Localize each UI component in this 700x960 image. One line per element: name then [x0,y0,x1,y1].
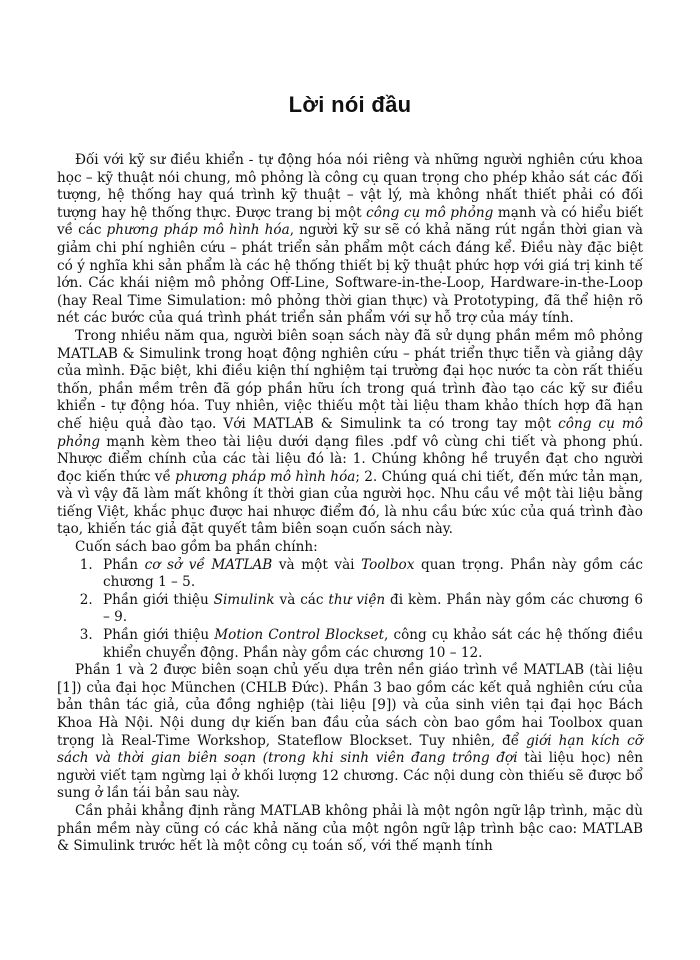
text-run: và các [274,591,329,608]
paragraph-matlab-experience [57,328,643,539]
text-run: tài liệu học) nên người viết tạm ngừng lại ở khối lượng 12 chương. Các nội dung còn thiếu sẽ được bổ sung ở lần tái bản sau này. [57,750,643,802]
list-item [97,557,643,592]
text-run: Phần giới thiệu [103,627,215,644]
emphasis-text: giới hạn kích cỡ sách và thời gian biên soạn (trong khi sinh viên đang trông đợi [57,732,643,767]
list-item [97,627,643,662]
text-run: mạnh kèm theo tài liệu dưới dạng files .pdf vô cùng chi tiết và phong phú. Nhược điểm chính của các tài liệu đó là: 1. Chúng không hề truyền đạt cho người đọc kiến thức về [57,433,643,485]
emphasis-text: Motion Control Blockset [214,627,385,644]
text-run: Phần [103,556,145,573]
paragraph-intro [57,152,643,328]
paragraph-sources [57,662,643,803]
text-run: Phần giới thiệu [103,591,214,608]
text-run: ; 2. Chúng quá chi tiết, đến mức tản mạn, và vì vậy đã làm mất không ít thời gian của người học. Nhu cầu về một tài liệu bằng tiếng Việt, khắc phục được hai nhược điểm đó, là nhu cầu bức xúc của quá trình đào tạo, khiến tác giả đặt quyết tâm biên soạn cuốn sách này. [57,468,643,538]
text-run: Đối với kỹ sư điều khiển - tự động hóa nói riêng và những người nghiên cứu khoa học – kỹ thuật nói chung, mô phỏng là công cụ quan trọng cho phép khảo sát các đối tượng, hệ thống hay quá trình kỹ thuật – vật lý, mà không nhất thiết phải có đối tượng hay hệ thống thực. Được trang bị một [57,152,643,221]
text-run: quan trọng. Phần này gồm các chương 1 – 5. [103,556,643,591]
book-parts-list [57,557,643,663]
text-run: mạnh và có hiểu biết về các [57,204,643,239]
emphasis-text: công cụ mô phỏng [366,204,494,221]
emphasis-text: thư viện [328,591,386,608]
document-body [57,152,643,856]
text-run: , người kỹ sư sẽ có khả năng rút ngắn thời gian và giảm chi phí nghiên cứu – phát triển sản phẩm một cách đáng kể. Điều này đặc biệt có ý nghĩa khi sản phẩm là các hệ thống thiết bị kỹ thuật phức hợp với giá trị kinh tế lớn. Các khái niệm mô phỏng Off-Line, Software-in-the-Loop, Hardware-in-the-Loop (hay Real Time Simulation: mô phỏng thời gian thực) và Prototyping, đã thể hiện rõ nét các bước của quá trình phát triển sản phẩm với sự hỗ trợ của máy tính. [57,222,643,327]
emphasis-text: phương pháp mô hình hóa [106,222,290,239]
emphasis-text: Toolbox [361,556,415,573]
text-run: đi kèm. Phần này gồm các chương 6 – 9. [103,591,643,626]
emphasis-text: phương pháp mô hình hóa [175,468,356,485]
text-run: và một vài [272,556,362,573]
paragraph-book-structure: Cuốn sách bao gồm ba phần chính: [75,539,318,556]
page-title: Lời nói đầu [288,92,412,117]
emphasis-text: công cụ mô phỏng [57,415,643,450]
emphasis-text: cơ sở về MATLAB [144,556,273,573]
list-item [97,592,643,627]
paragraph-matlab-nature: Cần phải khẳng định rằng MATLAB không phải là một ngôn ngữ lập trình, mặc dù phần mềm này cũng có các khả năng của một ngôn ngữ lập trình bậc cao: MATLAB & Simulink trước hết là một công cụ toán số, với thế mạnh tính [57,802,643,855]
text-run: Trong nhiều năm qua, người biên soạn sách này đã sử dụng phần mềm mô phỏng MATLAB & Simulink trong hoạt động nghiên cứu – phát triển thực tiễn và giảng dậy của mình. Đặc biệt, khi điều kiện thí nghiệm tại trường đại học nước ta còn rất thiếu thốn, phần mềm trên đã góp phần hữu ích trong quá trình đào tạo các kỹ sư điều khiển - tự động hóa. Tuy nhiên, việc thiếu một tài liệu tham khảo thích hợp đã hạn chế hiệu quả đào tạo. Với MATLAB & Simulink ta có trong tay một [57,327,643,432]
emphasis-text: Simulink [213,591,275,608]
text-run: Phần 1 và 2 được biên soạn chủ yếu dựa trên nền giáo trình về MATLAB (tài liệu [1]) của đại học München (CHLB Đức). Phần 3 bao gồm các kết quả nghiên cứu của bản thân tác giả, của đồng nghiệp (tài liệu [9]) và của sinh viên tại đại học Bách Khoa Hà Nội. Nội dung dự kiến ban đầu của sách còn bao gồm hai Toolbox quan trọng là Real-Time Workshop, Stateflow Blockset. Tuy nhiên, để [57,662,643,749]
text-run: , công cụ khảo sát các hệ thống điều khiển chuyển động. Phần này gồm các chương 10 – 12. [103,627,643,661]
